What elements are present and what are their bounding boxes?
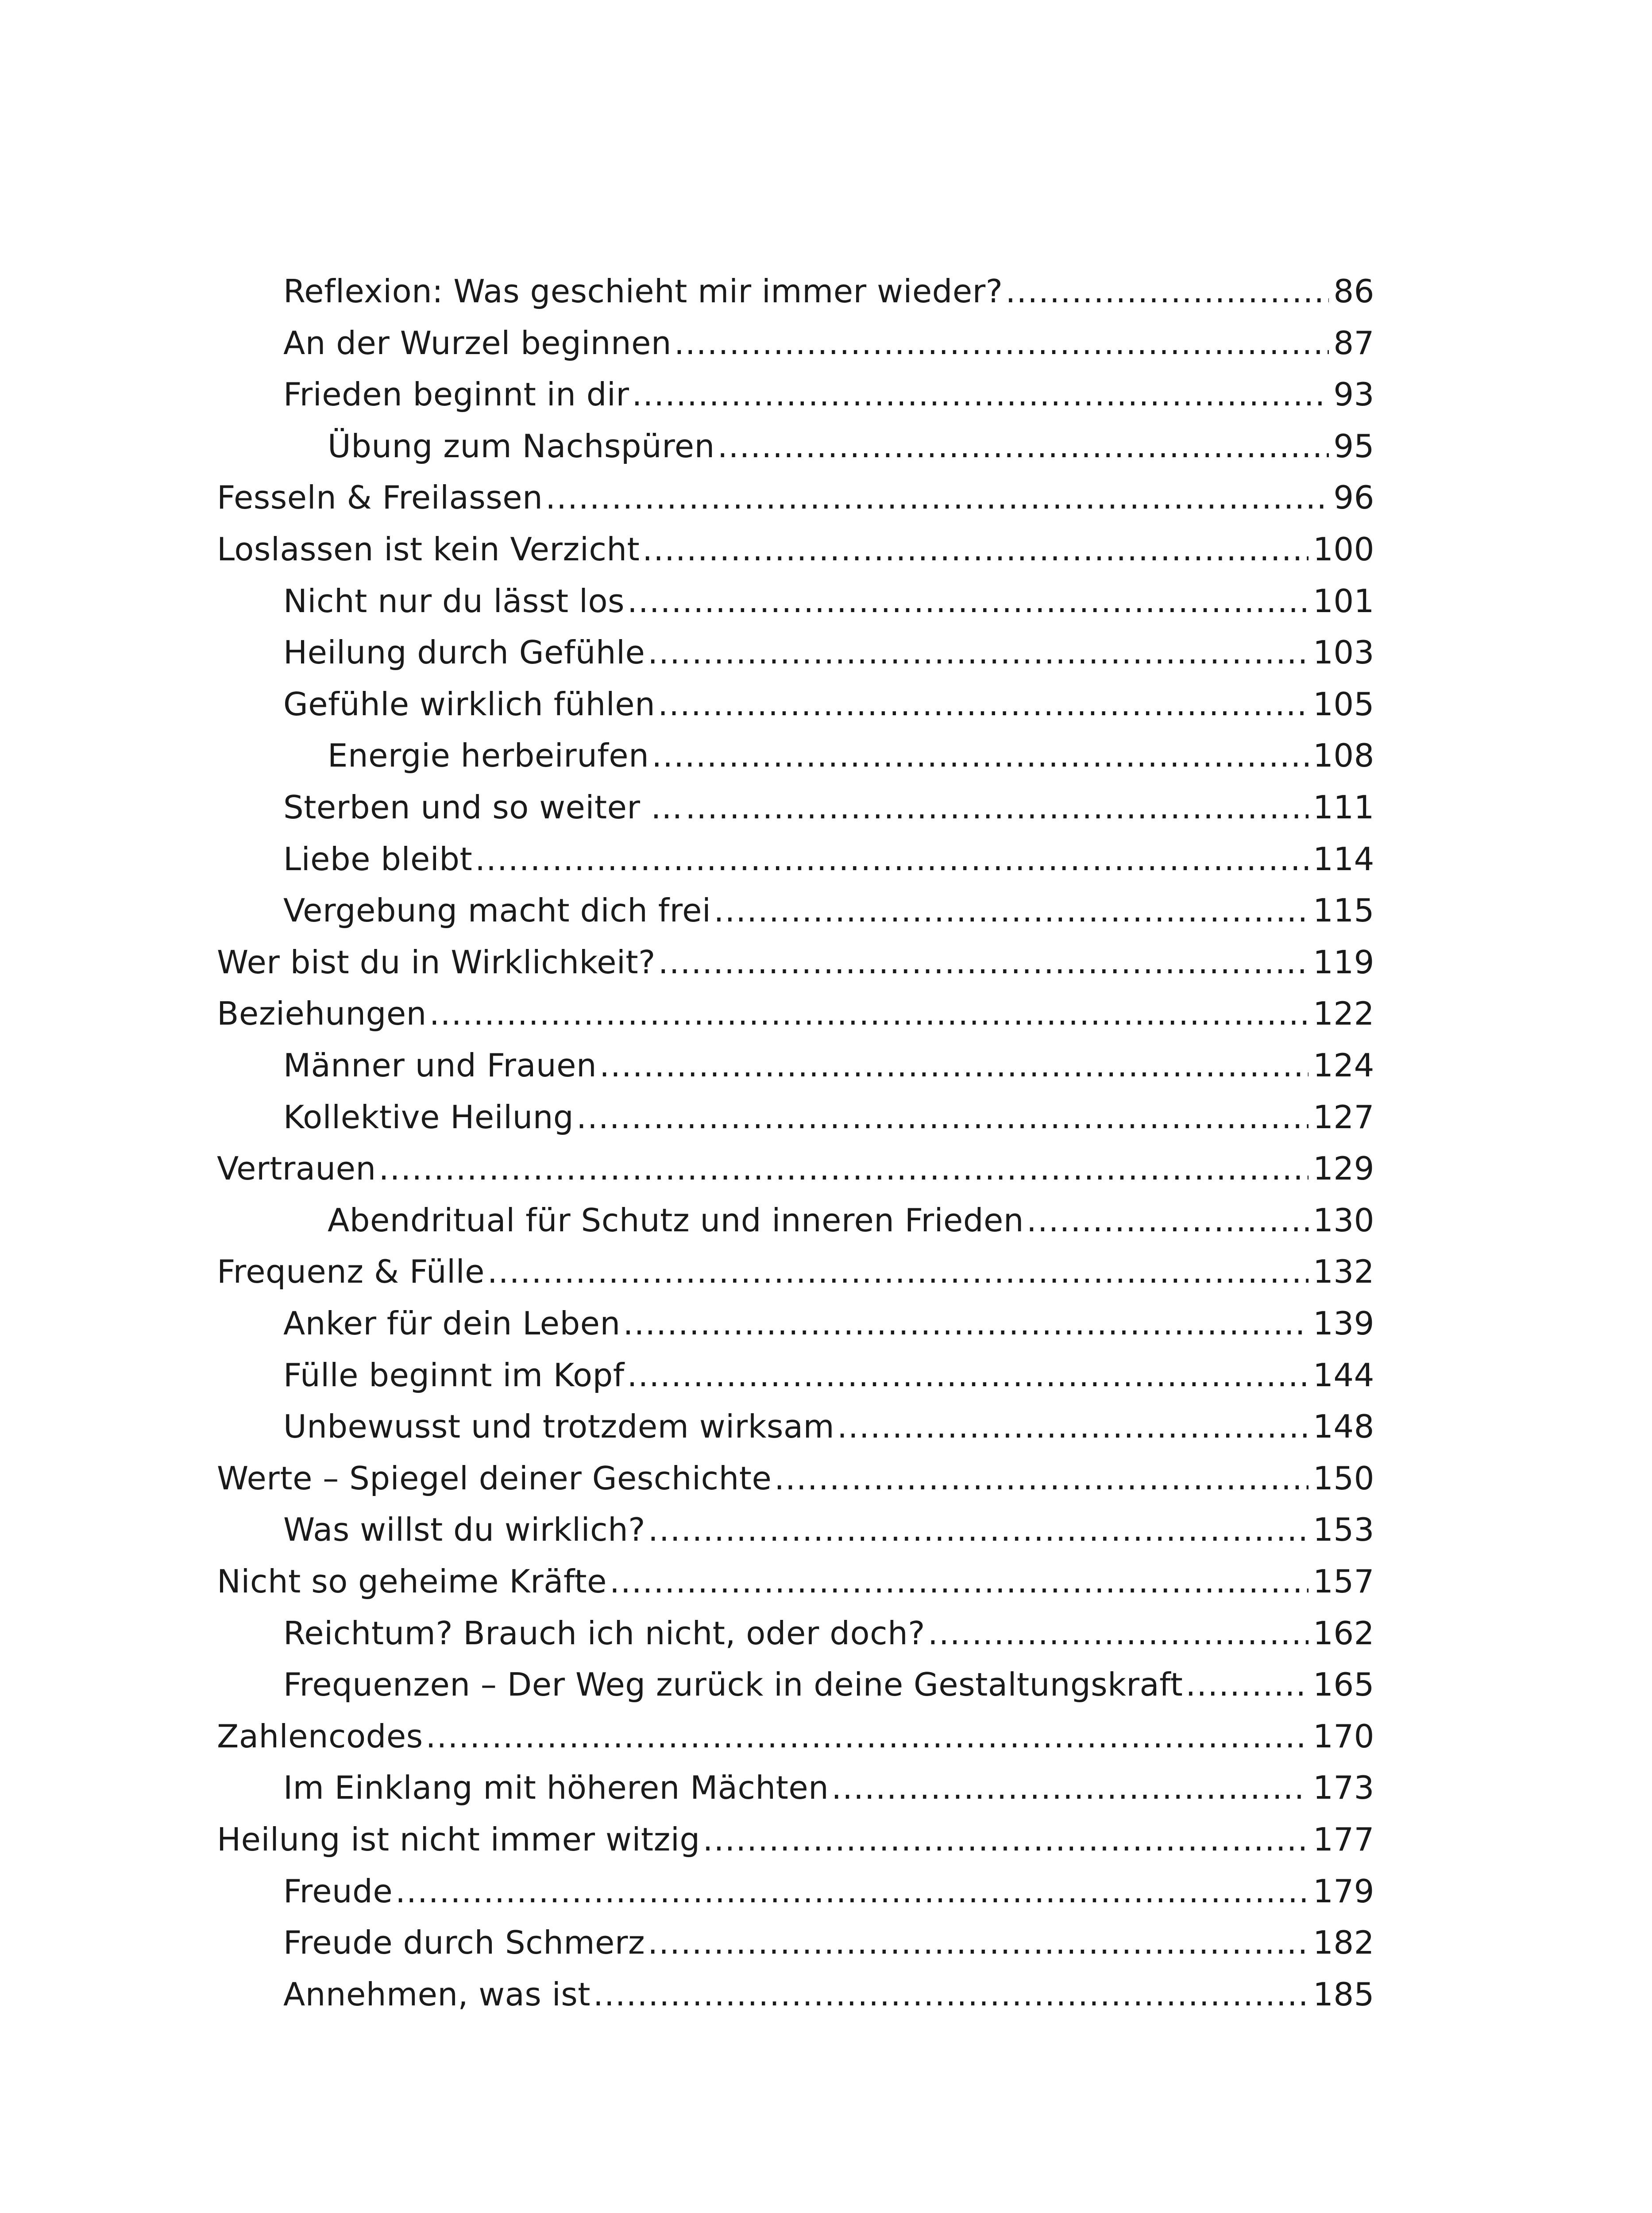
- dot-leader: [623, 1298, 1308, 1349]
- toc-entry[interactable]: [217, 1143, 1374, 1194]
- toc-entry-title: Freude: [283, 1872, 393, 1910]
- toc-entry-title: Sterben und so weiter …: [283, 789, 683, 826]
- toc-entry-title: Reflexion: Was geschieht mir immer wieder?: [283, 273, 1003, 310]
- toc-entry[interactable]: [283, 782, 1374, 833]
- toc-entry-title: Wer bist du in Wirklichkeit?: [217, 943, 656, 981]
- dot-leader: [627, 575, 1308, 627]
- toc-entry-title: Nicht nur du lässt los: [283, 582, 625, 620]
- toc-entry[interactable]: [217, 1556, 1374, 1607]
- toc-entry-page: 114: [1313, 840, 1374, 878]
- toc-entry-page: 157: [1313, 1563, 1374, 1600]
- toc-entry-page: 182: [1313, 1924, 1374, 1962]
- toc-entry[interactable]: [217, 1246, 1374, 1297]
- dot-leader: [1185, 1659, 1308, 1710]
- dot-leader: [928, 1608, 1308, 1659]
- toc-entry[interactable]: [283, 1917, 1374, 1968]
- toc-entry[interactable]: [283, 1401, 1374, 1452]
- toc-entry[interactable]: [217, 937, 1374, 988]
- dot-leader: [599, 1040, 1308, 1091]
- toc-entry-page: 124: [1313, 1047, 1374, 1084]
- dot-leader: [652, 730, 1308, 781]
- toc-entry-page: 150: [1313, 1459, 1374, 1497]
- dot-leader: [714, 885, 1308, 936]
- toc-entry[interactable]: [217, 1453, 1374, 1504]
- toc-entry-title: Nicht so geheime Kräfte: [217, 1563, 607, 1600]
- dot-leader: [837, 1401, 1308, 1452]
- dot-leader: [658, 679, 1308, 730]
- toc-entry-page: 130: [1313, 1201, 1374, 1239]
- toc-entry[interactable]: [283, 627, 1374, 678]
- dot-leader: [648, 1917, 1308, 1968]
- toc-entry-page: 100: [1313, 531, 1374, 568]
- toc-entry-title: Anker für dein Leben: [283, 1305, 621, 1342]
- toc-entry-title: Frequenz & Fülle: [217, 1253, 485, 1291]
- toc-entry[interactable]: [328, 1195, 1374, 1246]
- toc-entry[interactable]: [283, 317, 1374, 369]
- toc-entry-page: 87: [1333, 324, 1374, 362]
- toc-entry-title: Zahlencodes: [217, 1717, 423, 1755]
- toc-entry[interactable]: [283, 1091, 1374, 1143]
- toc-entry-page: 132: [1313, 1253, 1374, 1291]
- dot-leader: [648, 1504, 1308, 1555]
- toc-entry[interactable]: [217, 988, 1374, 1039]
- dot-leader: [632, 369, 1329, 420]
- toc-entry-title: An der Wurzel beginnen: [283, 324, 672, 362]
- toc-entry[interactable]: [283, 575, 1374, 627]
- toc-entry[interactable]: [328, 730, 1374, 781]
- toc-entry[interactable]: [283, 1298, 1374, 1349]
- toc-entry-title: Liebe bleibt: [283, 840, 473, 878]
- toc-entry-page: 122: [1313, 995, 1374, 1033]
- dot-leader: [658, 937, 1308, 988]
- toc-entry-title: Unbewusst und trotzdem wirksam: [283, 1408, 835, 1446]
- toc-entry-page: 108: [1313, 737, 1374, 775]
- toc-entry[interactable]: [283, 1349, 1374, 1401]
- dot-leader: [610, 1556, 1308, 1607]
- toc-entry-page: 101: [1313, 582, 1374, 620]
- toc-entry-title: Loslassen ist kein Verzicht: [217, 531, 640, 568]
- toc-entry-page: 93: [1333, 376, 1374, 413]
- toc-entry-page: 165: [1313, 1666, 1374, 1704]
- toc-entry[interactable]: [217, 1711, 1374, 1762]
- toc-entry-page: 185: [1313, 1975, 1374, 2013]
- dot-leader: [475, 833, 1308, 885]
- toc-entry-page: 173: [1313, 1769, 1374, 1807]
- toc-entry-page: 153: [1313, 1511, 1374, 1549]
- toc-entry[interactable]: [283, 833, 1374, 885]
- toc-entry[interactable]: [217, 524, 1374, 575]
- toc-entry-title: Fesseln & Freilassen: [217, 479, 543, 517]
- dot-leader: [774, 1453, 1308, 1504]
- toc-entry-title: Was willst du wirklich?: [283, 1511, 645, 1549]
- toc-entry-title: Werte – Spiegel deiner Geschichte: [217, 1459, 772, 1497]
- toc-entry-page: 148: [1313, 1408, 1374, 1446]
- toc-entry[interactable]: [283, 1762, 1374, 1813]
- toc-entry[interactable]: [283, 1659, 1374, 1710]
- dot-leader: [1006, 266, 1329, 317]
- toc-entry-page: 170: [1313, 1717, 1374, 1755]
- toc-entry-title: Vertrauen: [217, 1150, 376, 1187]
- toc-entry[interactable]: [283, 1969, 1374, 2020]
- dot-leader: [642, 524, 1308, 575]
- toc-entry[interactable]: [217, 1814, 1374, 1865]
- toc-entry[interactable]: [283, 266, 1374, 317]
- dot-leader: [831, 1762, 1308, 1813]
- toc-entry-title: Freude durch Schmerz: [283, 1924, 645, 1962]
- toc-entry-page: 111: [1313, 789, 1374, 826]
- dot-leader: [648, 627, 1308, 678]
- toc-entry-title: Heilung ist nicht immer witzig: [217, 1821, 700, 1858]
- toc-entry[interactable]: [283, 1866, 1374, 1917]
- toc-entry-title: Kollektive Heilung: [283, 1098, 574, 1136]
- dot-leader: [429, 988, 1308, 1039]
- toc-entry-page: 115: [1313, 892, 1374, 929]
- dot-leader: [674, 317, 1329, 369]
- toc-entry[interactable]: [283, 1040, 1374, 1091]
- toc-entry-title: Gefühle wirklich fühlen: [283, 685, 656, 723]
- toc-entry-page: 177: [1313, 1821, 1374, 1858]
- toc-entry-page: 127: [1313, 1098, 1374, 1136]
- toc-entry-title: Beziehungen: [217, 995, 427, 1033]
- dot-leader: [545, 472, 1329, 523]
- toc-entry[interactable]: [283, 1504, 1374, 1555]
- toc-entry-title: Vergebung macht dich frei: [283, 892, 711, 929]
- toc-entry[interactable]: [217, 472, 1374, 523]
- toc-entry[interactable]: [283, 679, 1374, 730]
- toc-entry-title: Im Einklang mit höheren Mächten: [283, 1769, 829, 1807]
- toc-entry[interactable]: [328, 420, 1374, 472]
- dot-leader: [1027, 1195, 1308, 1246]
- dot-leader: [576, 1091, 1308, 1143]
- toc-entry-title: Frieden beginnt in dir: [283, 376, 629, 413]
- toc-entry-page: 144: [1313, 1356, 1374, 1394]
- toc-entry-title: Energie herbeirufen: [328, 737, 649, 775]
- dot-leader: [487, 1246, 1308, 1297]
- toc-entry-title: Fülle beginnt im Kopf: [283, 1356, 625, 1394]
- dot-leader: [593, 1969, 1308, 2020]
- toc-entry-page: 119: [1313, 943, 1374, 981]
- dot-leader: [426, 1711, 1308, 1762]
- toc-entry-page: 139: [1313, 1305, 1374, 1342]
- toc-entry[interactable]: [283, 1608, 1374, 1659]
- toc-entry-page: 105: [1313, 685, 1374, 723]
- toc-entry-page: 162: [1313, 1614, 1374, 1652]
- toc-entry-title: Annehmen, was ist: [283, 1975, 591, 2013]
- toc-entry-title: Heilung durch Gefühle: [283, 634, 645, 671]
- toc-entry-page: 86: [1333, 273, 1374, 310]
- dot-leader: [379, 1143, 1308, 1194]
- toc-entry[interactable]: [283, 369, 1374, 420]
- dot-leader: [685, 782, 1308, 833]
- toc-entry-title: Abendritual für Schutz und inneren Frieden: [328, 1201, 1024, 1239]
- dot-leader: [718, 420, 1329, 472]
- dot-leader: [395, 1866, 1308, 1917]
- toc-entry-page: 179: [1313, 1872, 1374, 1910]
- toc-entry-title: Männer und Frauen: [283, 1047, 597, 1084]
- toc-entry-page: 96: [1333, 479, 1374, 517]
- toc-entry[interactable]: [283, 885, 1374, 936]
- toc-entry-title: Reichtum? Brauch ich nicht, oder doch?: [283, 1614, 925, 1652]
- dot-leader: [703, 1814, 1308, 1865]
- dot-leader: [627, 1349, 1308, 1401]
- toc-entry-page: 129: [1313, 1150, 1374, 1187]
- toc-entry-title: Übung zum Nachspüren: [328, 427, 715, 465]
- toc-entry-title: Frequenzen – Der Weg zurück in deine Gestaltungskraft: [283, 1666, 1183, 1704]
- toc-entry-page: 103: [1313, 634, 1374, 671]
- toc-entry-page: 95: [1333, 427, 1374, 465]
